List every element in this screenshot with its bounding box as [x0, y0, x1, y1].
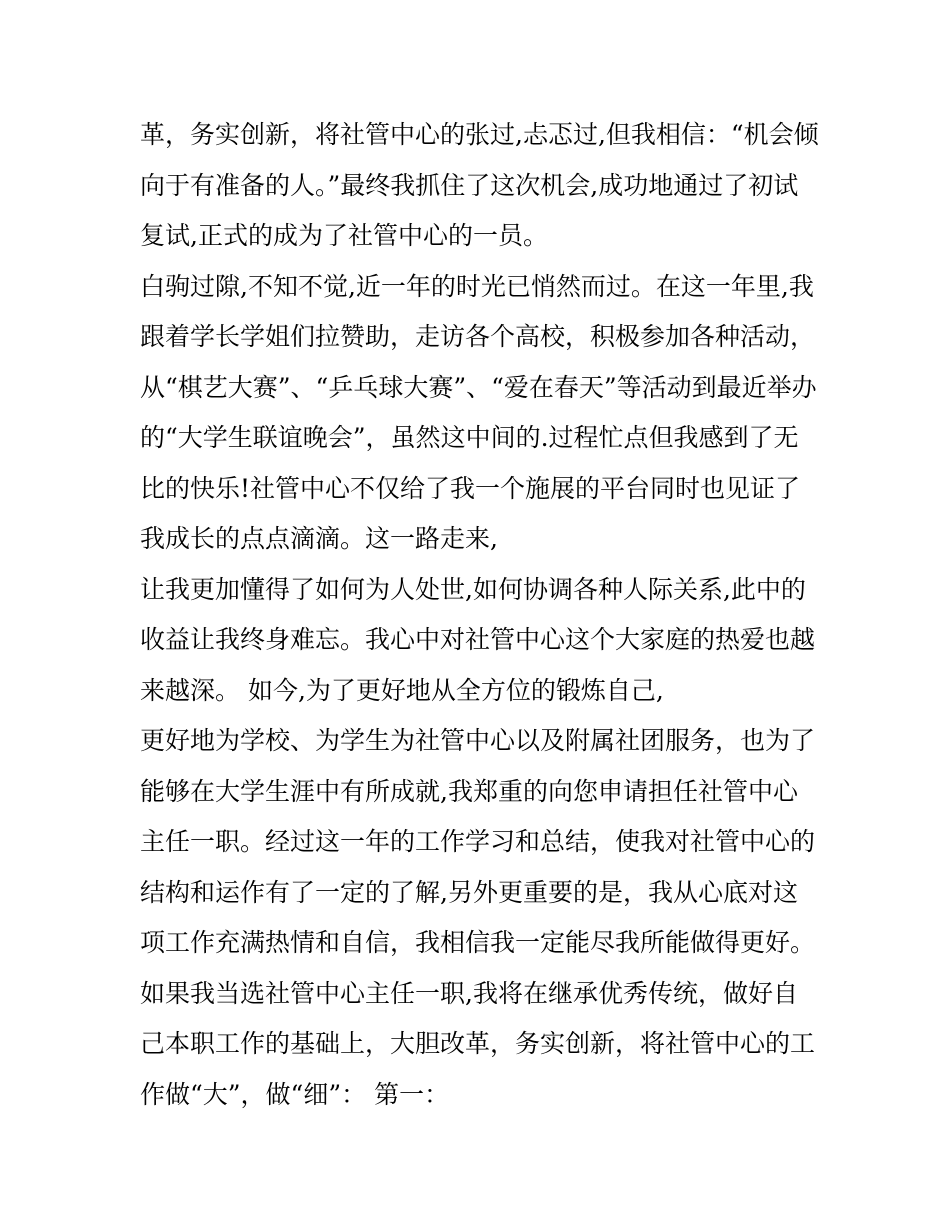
- text-line: 让我更加懂得了如何为人处世,如何协调各种人际关系,此中的: [140, 574, 806, 604]
- text-line: 主任一职。经过这一年的工作学习和总结，使我对社管中心的: [140, 827, 816, 856]
- body-text: [140, 110, 830, 1120]
- text-line: 我成长的点点滴滴。这一路走来,: [140, 524, 498, 553]
- text-line: 白驹过隙,不知不觉,近一年的时光已悄然而过。在这一年里,我: [140, 271, 814, 301]
- text-line: 更好地为学校、为学生为社管中心以及附属社团服务，也为了: [140, 726, 816, 755]
- text-line: 结构和运作有了一定的了解,另外更重要的是，我从心底对这: [140, 877, 798, 907]
- text-line: 复试,正式的成为了社管中心的一员。: [140, 221, 548, 250]
- text-line: 能够在大学生涯中有所成就,我郑重的向您申请担任社管中心: [140, 776, 798, 806]
- text-line: 来越深。 如今,为了更好地从全方位的锻炼自己,: [140, 675, 664, 705]
- text-line: 收益让我终身难忘。我心中对社管中心这个大家庭的热爱也越: [140, 625, 816, 654]
- text-line: 跟着学长学姐们拉赞助，走访各个高校，积极参加各种活动，: [140, 322, 816, 351]
- text-line: 从“棋艺大赛”、“乒乓球大赛”、“爱在春天”等活动到最近举办: [140, 372, 817, 402]
- text-line: 如果我当选社管中心主任一职,我将在继承优秀传统，做好自: [140, 978, 798, 1008]
- text-line: 作做“大”，做“细”： 第一：: [140, 1079, 450, 1109]
- text-line: 革，务实创新，将社管中心的张过,忐忑过,但我相信：“机会倾: [140, 120, 819, 149]
- text-line: 项工作充满热情和自信，我相信我一定能尽我所能做得更好。: [140, 928, 816, 957]
- text-line: 的“大学生联谊晚会”，虽然这中间的.过程忙点但我感到了无: [140, 423, 799, 452]
- text-line: 比的快乐!社管中心不仅给了我一个施展的平台同时也见证了: [140, 473, 801, 503]
- text-line: 向于有准备的人。”最终我抓住了这次机会,成功地通过了初试: [140, 170, 799, 200]
- text-line: 己本职工作的基础上，大胆改革，务实创新，将社管中心的工: [140, 1029, 816, 1058]
